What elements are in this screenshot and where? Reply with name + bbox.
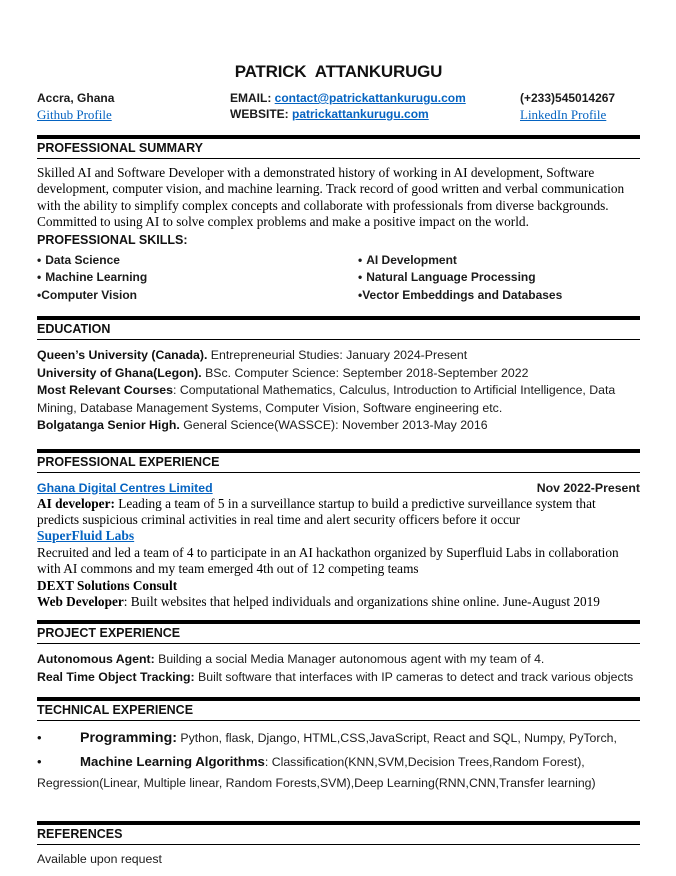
skill-item: •Computer Vision xyxy=(37,287,137,302)
experience-role-description: AI developer: Leading a team of 5 in a surveillance startup to build a predictive surveillance system that predicts suspicious criminal activities in real time and alert security officers before it occur xyxy=(37,495,596,528)
bullet-icon: • xyxy=(37,730,42,746)
section-references xyxy=(37,821,640,869)
education-item: Queen’s University (Canada). Entrepreneurial Studies: January 2024-Present xyxy=(37,348,468,363)
section-title-experience: PROFESSIONAL EXPERIENCE xyxy=(37,454,220,469)
phone-text: (+233)545014267 xyxy=(520,91,616,105)
bullet-icon: • xyxy=(37,270,42,285)
section-education xyxy=(37,316,640,435)
section-title-technical: TECHNICAL EXPERIENCE xyxy=(37,703,194,718)
contact-block xyxy=(37,91,640,124)
bullet-icon: • xyxy=(358,287,363,302)
experience-role-description: Recruited and led a team of 4 to participate in an AI hackathon organized by Superfluid Labs in collaboration with AI commons and my team emerged 4th out of 12 competing teams xyxy=(37,544,619,577)
skill-item: • Natural Language Processing xyxy=(358,270,536,285)
technical-item: • Programming: Python, flask, Django, HTML,CSS,JavaScript, React and SQL, Numpy, PyTorch, xyxy=(37,727,640,749)
section-title-education: EDUCATION xyxy=(37,322,111,337)
skill-item: • Machine Learning xyxy=(37,270,148,285)
experience-dates: Nov 2022-Present xyxy=(536,480,640,495)
company-link-ghana-digital-centres[interactable]: Ghana Digital Centres Limited xyxy=(37,480,213,495)
bullet-icon: • xyxy=(37,287,42,302)
bullet-icon: • xyxy=(37,252,42,267)
experience-entry-header xyxy=(37,528,640,544)
section-title-summary: PROFESSIONAL SUMMARY xyxy=(37,141,203,155)
bullet-icon: • xyxy=(37,754,42,770)
bullet-icon: • xyxy=(358,270,363,285)
bullet-icon: • xyxy=(358,252,363,267)
email-link[interactable]: contact@patrickattankurugu.com xyxy=(274,91,466,105)
section-technical-experience xyxy=(37,697,640,792)
skill-item: •Vector Embeddings and Databases xyxy=(358,287,563,302)
skill-item: • Data Science xyxy=(37,252,120,267)
experience-role-description: Web Developer: Built websites that helped individuals and organizations shine online. June-August 2019 xyxy=(37,594,600,610)
website-link[interactable]: patrickattankurugu.com xyxy=(292,107,429,121)
page-title: PATRICK ATTANKURUGU xyxy=(234,62,443,81)
section-professional-experience xyxy=(37,449,640,611)
references-text: Available upon request xyxy=(37,852,162,867)
experience-entry-header xyxy=(37,480,640,496)
location-text: Accra, Ghana xyxy=(37,91,115,105)
education-item: University of Ghana(Legon). BSc. Computer Science: September 2018-September 2022 xyxy=(37,365,529,380)
linkedin-link[interactable]: LinkedIn Profile xyxy=(520,107,607,122)
education-item: Bolgatanga Senior High. General Science(WASSCE): November 2013-May 2016 xyxy=(37,418,488,433)
company-link-superfluid-labs[interactable]: SuperFluid Labs xyxy=(37,528,135,544)
section-title-references: REFERENCES xyxy=(37,827,123,842)
education-item: Most Relevant Courses: Computational Mathematics, Calculus, Introduction to Artificial Intelligence, Data Mining, Database Management Systems, Computer Vision, Software engineering etc. xyxy=(37,383,616,415)
experience-company-name: DEXT Solutions Consult xyxy=(37,577,178,593)
section-project-experience xyxy=(37,620,640,686)
skill-item: • AI Development xyxy=(358,252,457,267)
skills-title: PROFESSIONAL SKILLS: xyxy=(37,232,188,247)
skills-list xyxy=(37,252,640,305)
section-professional-summary xyxy=(37,135,640,304)
summary-paragraph: Skilled AI and Software Developer with a demonstrated history of working in AI development, Software development, computer vision, and machine learning. Track record of good written and verbal communication with the ability to simplify complex concepts and collaborate with professionals from diverse backgrounds. Committed to using AI to solve complex problems and make a positive impact on the world. xyxy=(37,165,625,230)
github-link[interactable]: Github Profile xyxy=(37,107,112,122)
project-item: Autonomous Agent: Building a social Media Manager autonomous agent with my team of 4. xyxy=(37,652,545,667)
email-label: EMAIL: xyxy=(230,91,272,105)
website-label: WEBSITE: xyxy=(230,107,289,121)
technical-item-continuation: Regression(Linear, Multiple linear, Random Forests,SVM),Deep Learning(RNN,CNN,Transfer learning) xyxy=(37,776,596,791)
section-title-projects: PROJECT EXPERIENCE xyxy=(37,626,181,641)
project-item: Real Time Object Tracking: Built software that interfaces with IP cameras to detect and track various objects xyxy=(37,669,634,684)
technical-item: • Machine Learning Algorithms: Classification(KNN,SVM,Decision Trees,Random Forest), xyxy=(37,751,640,773)
